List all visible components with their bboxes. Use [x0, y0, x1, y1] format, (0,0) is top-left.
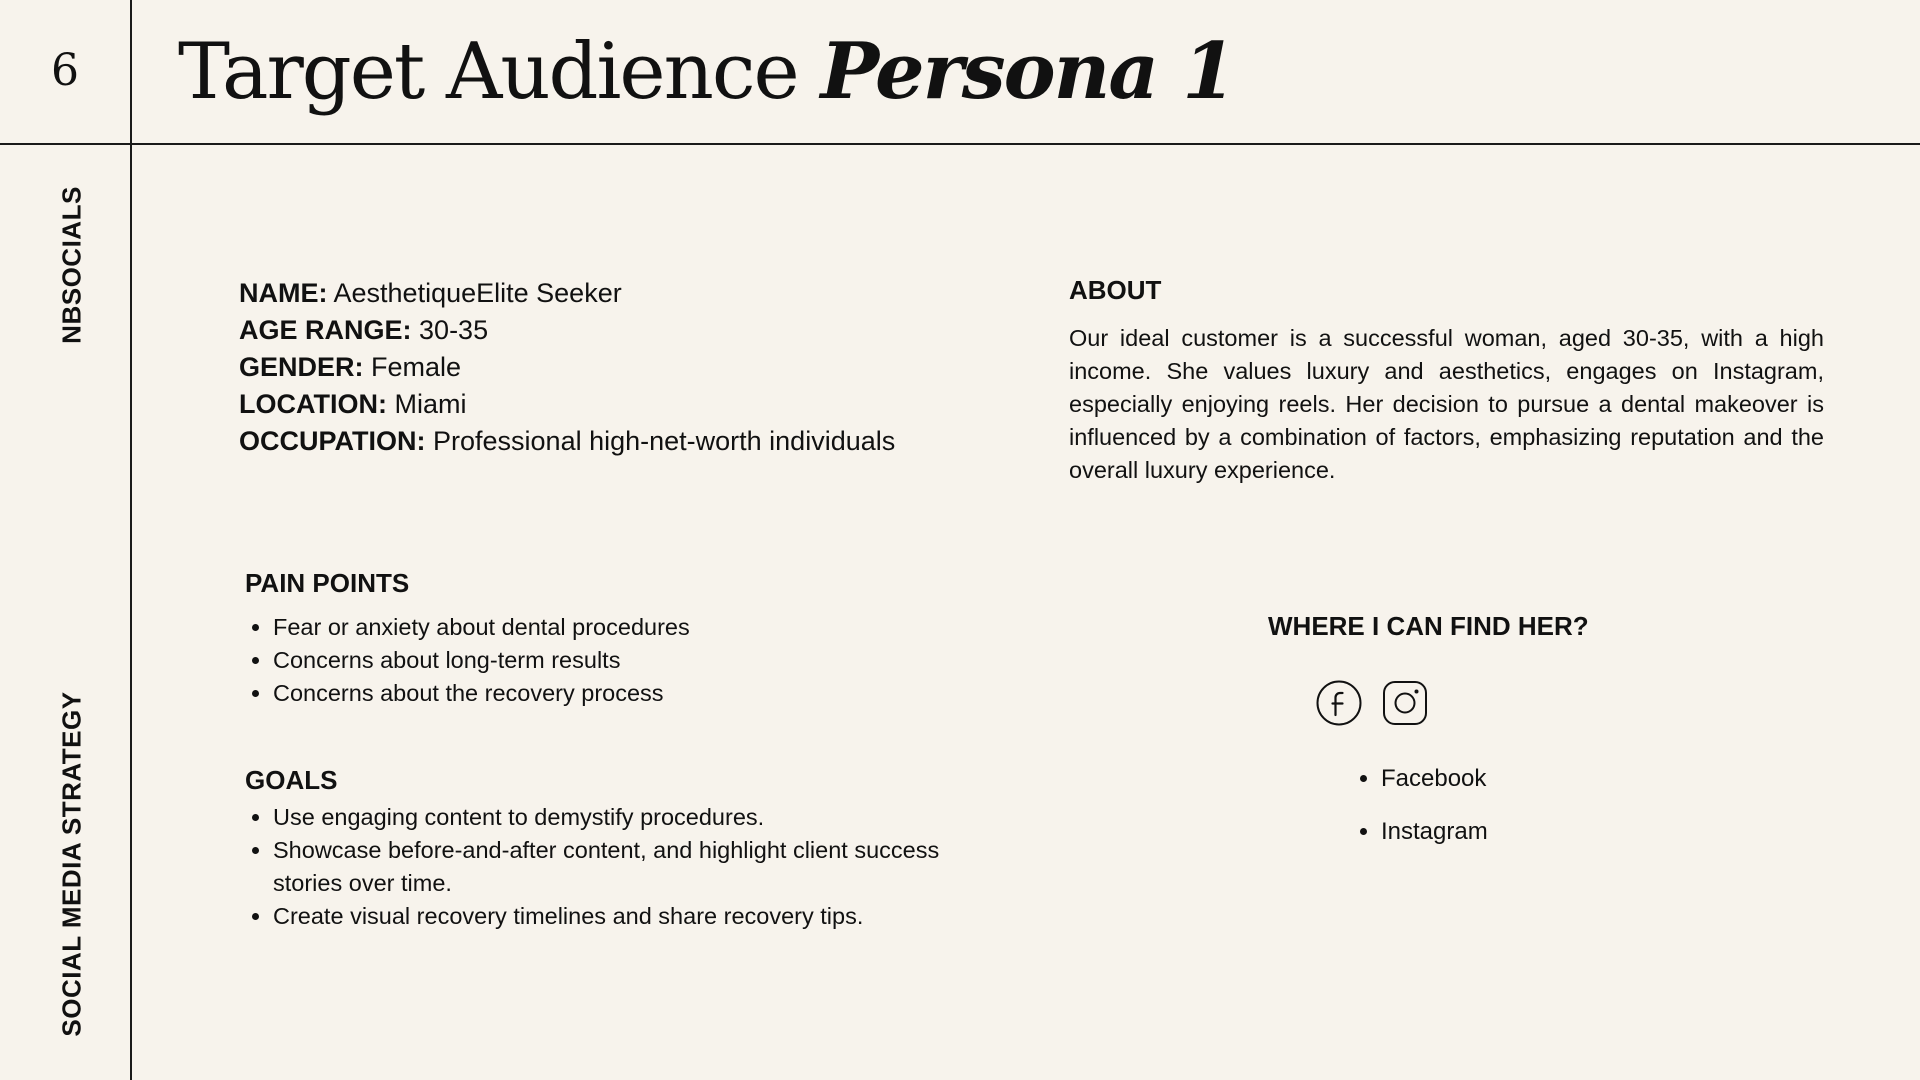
- vertical-divider: [130, 0, 132, 1080]
- facebook-icon: [1316, 680, 1362, 726]
- pain-points-list: [245, 611, 993, 710]
- goal-item: • Showcase before-and-after content, and highlight client success stories over time.: [273, 834, 993, 900]
- instagram-icon: [1382, 680, 1428, 726]
- name-label: NAME:: [239, 278, 328, 308]
- goal-item: • Use engaging content to demystify procedures.: [273, 801, 993, 834]
- pain-point-item: • Concerns about long-term results: [273, 644, 993, 677]
- side-label-brand: NBSOCIALS: [56, 186, 87, 344]
- horizontal-divider: [0, 143, 1920, 145]
- occupation-value: Professional high-net-worth individuals: [433, 426, 896, 456]
- profile-location-row: [239, 386, 895, 423]
- profile-occupation-row: [239, 423, 895, 460]
- gender-value: Female: [371, 352, 462, 382]
- pain-points-heading: PAIN POINTS: [245, 568, 410, 598]
- age-value: 30-35: [419, 315, 489, 345]
- profile-age-row: [239, 312, 895, 349]
- persona-profile: [239, 275, 895, 460]
- pain-point-item: • Concerns about the recovery process: [273, 677, 993, 710]
- occupation-label: OCCUPATION:: [239, 426, 426, 456]
- title-regular: Target Audience: [178, 27, 798, 117]
- location-label: LOCATION:: [239, 389, 387, 419]
- platforms-list: [1353, 762, 1488, 868]
- location-value: Miami: [394, 389, 467, 419]
- platform-item-instagram: • Instagram: [1381, 815, 1488, 849]
- social-icons: [1316, 680, 1428, 726]
- pain-point-item: • Fear or anxiety about dental procedures: [273, 611, 993, 644]
- gender-label: GENDER:: [239, 352, 364, 382]
- profile-name-row: [239, 275, 895, 312]
- where-heading: WHERE I CAN FIND HER?: [1268, 611, 1589, 641]
- about-heading: ABOUT: [1069, 275, 1162, 305]
- profile-gender-row: [239, 349, 895, 386]
- goal-item: • Create visual recovery timelines and share recovery tips.: [273, 900, 993, 933]
- goals-heading: GOALS: [245, 765, 338, 795]
- age-label: AGE RANGE:: [239, 315, 412, 345]
- goals-list: [245, 801, 993, 933]
- name-value: AesthetiqueElite Seeker: [333, 278, 622, 308]
- side-label-strategy: SOCIAL MEDIA STRATEGY: [56, 691, 87, 1037]
- about-text: Our ideal customer is a successful woman, aged 30-35, with a high income. She values luxury and aesthetics, engages on Instagram, especially enjoying reels. Her decision to pursue a dental makeover is influenced by a combination of factors, emphasizing reputation and the overall luxury experience.: [1069, 325, 1824, 483]
- page-number: 6: [51, 45, 79, 96]
- platform-item-facebook: • Facebook: [1381, 762, 1488, 796]
- title-emphasis: Persona 1: [820, 26, 1235, 117]
- page-title: [178, 22, 1234, 122]
